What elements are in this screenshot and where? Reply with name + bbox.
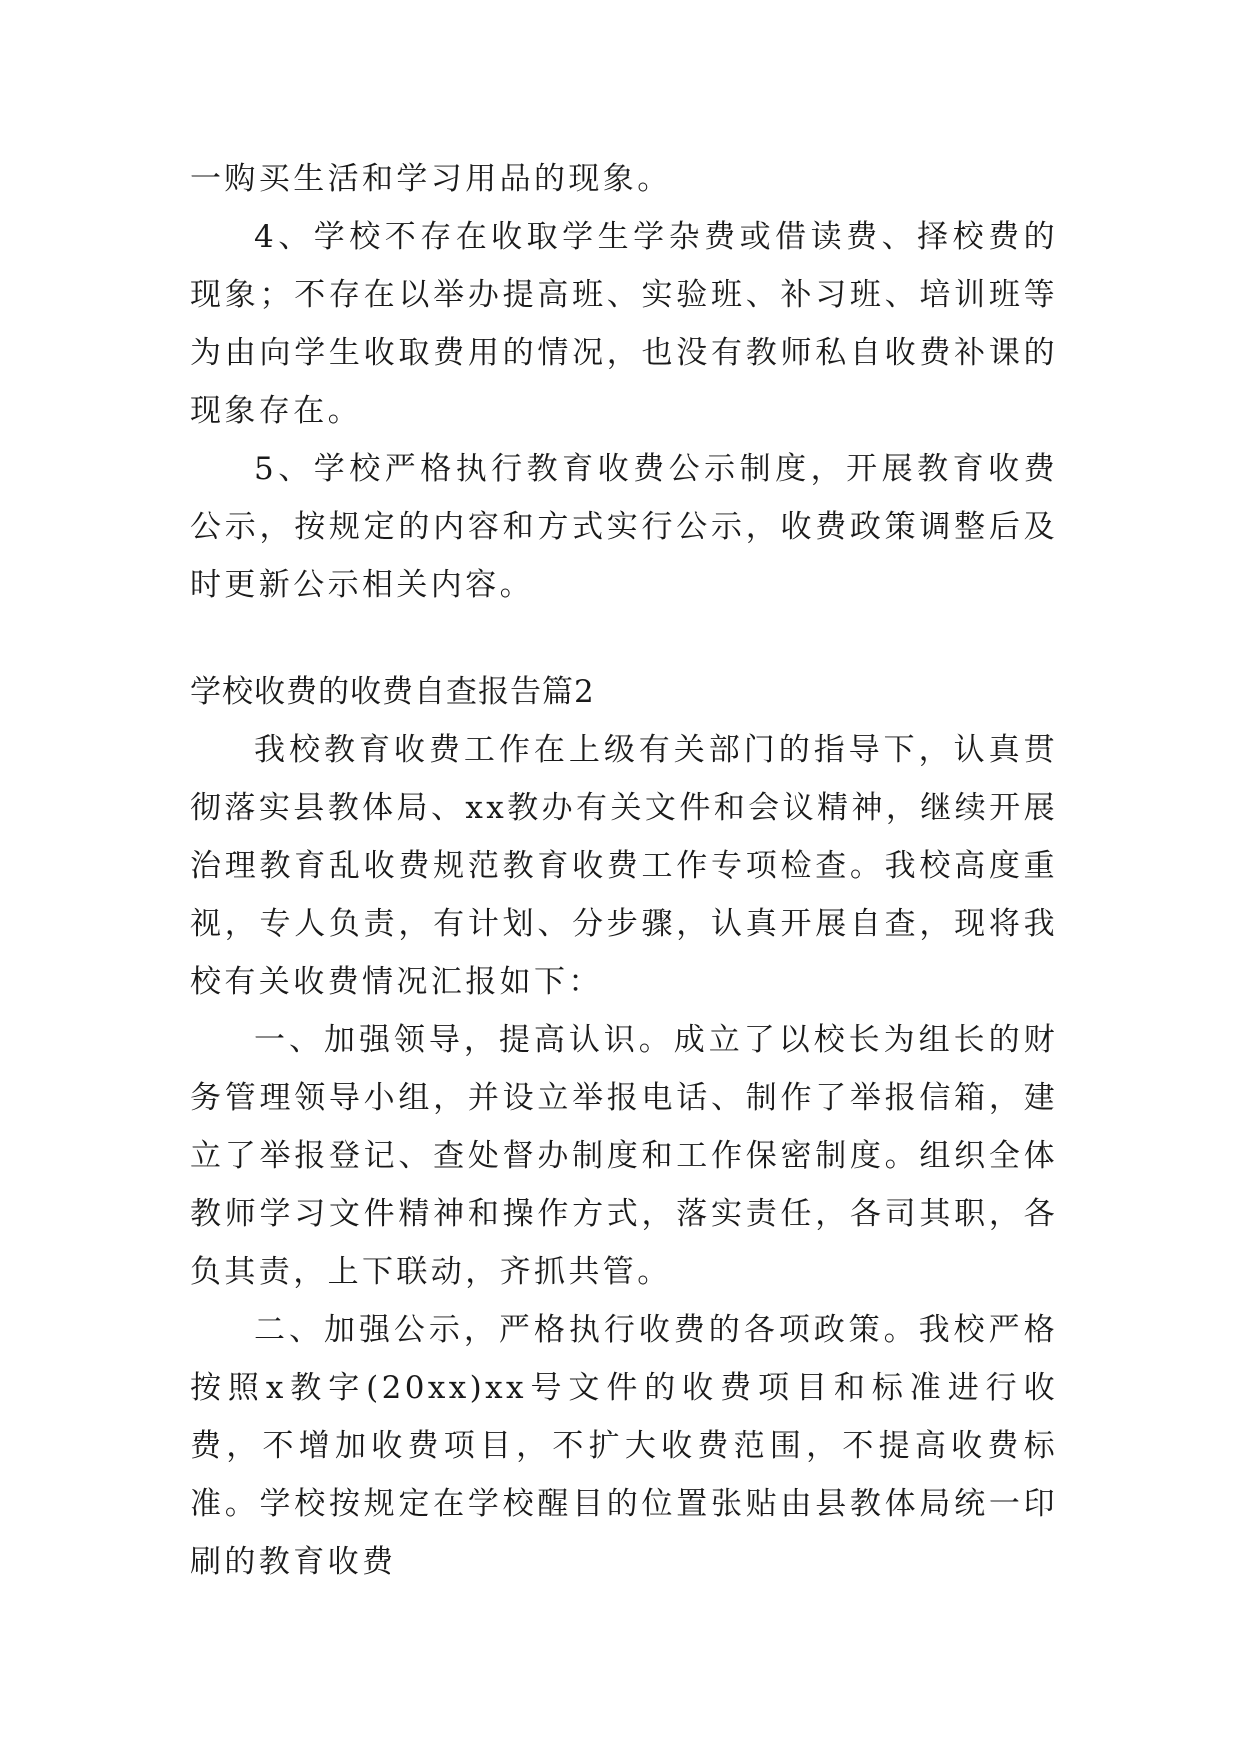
paragraph-item-4: 4、学校不存在收取学生学杂费或借读费、择校费的现象；不存在以举办提高班、实验班、补习班、培训班等为由向学生收取费用的情况，也没有教师私自收费补课的现象存在。 bbox=[190, 219, 1058, 429]
paragraph-point-2: 二、加强公示，严格执行收费的各项政策。我校严格按照x教字(20xx)xx号文件的收费项目和标准进行收费，不增加收费项目，不扩大收费范围，不提高收费标准。学校按规定在学校醒目的位置张贴由县教体局统一印刷的教育收费 bbox=[190, 1312, 1058, 1580]
paragraph-point-1: 一、加强领导，提高认识。成立了以校长为组长的财务管理领导小组，并设立举报电话、制作了举报信箱，建立了举报登记、查处督办制度和工作保密制度。组织全体教师学习文件精神和操作方式，落实责任，各司其职，各负其责，上下联动，齐抓共管。 bbox=[190, 1022, 1058, 1290]
paragraph-item-5: 5、学校严格执行教育收费公示制度，开展教育收费公示，按规定的内容和方式实行公示，收费政策调整后及时更新公示相关内容。 bbox=[190, 451, 1058, 603]
section-heading: 学校收费的收费自查报告篇2 bbox=[190, 674, 595, 710]
paragraph-continuation: 一购买生活和学习用品的现象。 bbox=[190, 161, 672, 197]
document-body bbox=[190, 150, 1058, 1591]
paragraph-intro: 我校教育收费工作在上级有关部门的指导下，认真贯彻落实县教体局、xx教办有关文件和会议精神，继续开展治理教育乱收费规范教育收费工作专项检查。我校高度重视，专人负责，有计划、分步骤，认真开展自查，现将我校有关收费情况汇报如下： bbox=[190, 732, 1058, 1000]
